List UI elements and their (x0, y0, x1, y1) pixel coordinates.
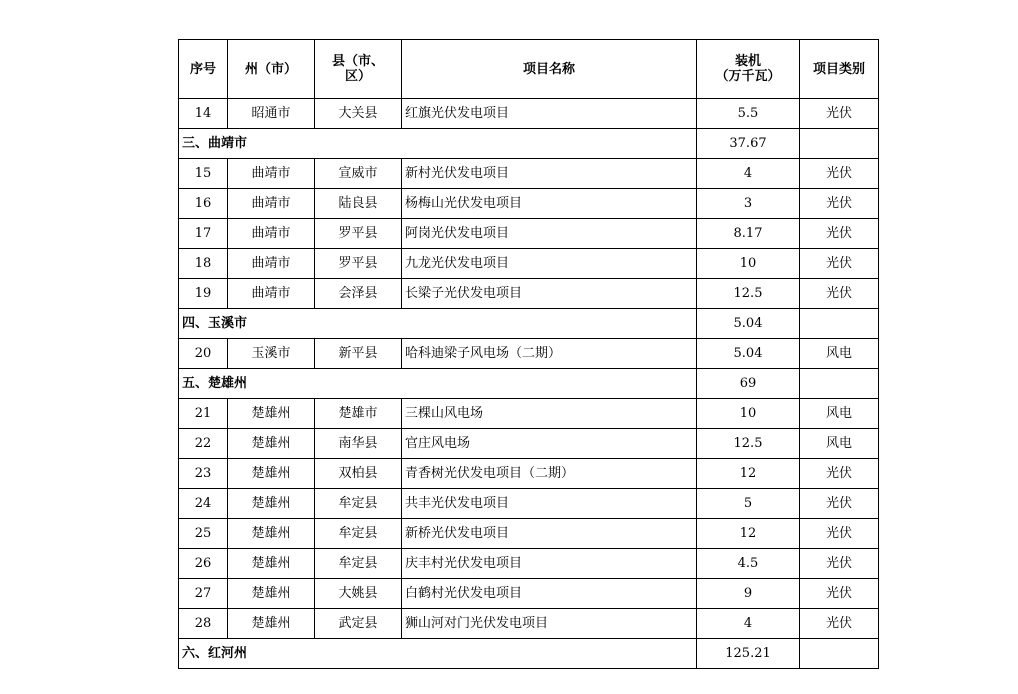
cell-seq: 19 (179, 279, 228, 309)
cell-capacity: 8.17 (697, 219, 800, 249)
cell-county: 会泽县 (315, 279, 402, 309)
cell-project-name: 哈科迪梁子风电场（二期） (402, 339, 697, 369)
cell-category: 风电 (800, 339, 879, 369)
table-row (179, 519, 879, 549)
cell-county: 大关县 (315, 99, 402, 129)
cell-prefecture: 昭通市 (228, 99, 315, 129)
table-row (179, 189, 879, 219)
cell-county: 罗平县 (315, 219, 402, 249)
cell-project-name: 官庄风电场 (402, 429, 697, 459)
table-row (179, 219, 879, 249)
cell-county: 罗平县 (315, 249, 402, 279)
cell-county: 牟定县 (315, 549, 402, 579)
section-row (179, 639, 879, 669)
cell-category: 光伏 (800, 99, 879, 129)
cell-prefecture: 楚雄州 (228, 519, 315, 549)
cell-prefecture: 楚雄州 (228, 399, 315, 429)
cell-capacity: 5 (697, 489, 800, 519)
table-row (179, 489, 879, 519)
header-seq: 序号 (179, 40, 228, 99)
cell-county: 大姚县 (315, 579, 402, 609)
cell-project-name: 青香树光伏发电项目（二期） (402, 459, 697, 489)
cell-county: 陆良县 (315, 189, 402, 219)
cell-project-name: 新桥光伏发电项目 (402, 519, 697, 549)
cell-capacity: 12.5 (697, 279, 800, 309)
header-capacity (697, 40, 800, 99)
header-county (315, 40, 402, 99)
section-capacity: 125.21 (697, 639, 800, 669)
table-row (179, 429, 879, 459)
cell-project-name: 杨梅山光伏发电项目 (402, 189, 697, 219)
cell-category: 光伏 (800, 549, 879, 579)
cell-county: 双柏县 (315, 459, 402, 489)
cell-capacity: 10 (697, 249, 800, 279)
cell-prefecture: 楚雄州 (228, 579, 315, 609)
cell-seq: 21 (179, 399, 228, 429)
section-label: 四、玉溪市 (179, 309, 697, 339)
table-row (179, 459, 879, 489)
cell-prefecture: 曲靖市 (228, 279, 315, 309)
cell-prefecture: 楚雄州 (228, 489, 315, 519)
cell-project-name: 长梁子光伏发电项目 (402, 279, 697, 309)
table-row (179, 249, 879, 279)
cell-prefecture: 曲靖市 (228, 249, 315, 279)
header-project: 项目名称 (402, 40, 697, 99)
cell-category: 光伏 (800, 279, 879, 309)
cell-category: 光伏 (800, 219, 879, 249)
section-category (800, 369, 879, 399)
section-category (800, 639, 879, 669)
cell-capacity: 4 (697, 609, 800, 639)
cell-category: 光伏 (800, 609, 879, 639)
cell-seq: 28 (179, 609, 228, 639)
cell-project-name: 红旗光伏发电项目 (402, 99, 697, 129)
table-row (179, 609, 879, 639)
cell-seq: 14 (179, 99, 228, 129)
cell-seq: 26 (179, 549, 228, 579)
cell-category: 光伏 (800, 249, 879, 279)
cell-capacity: 12 (697, 459, 800, 489)
cell-county: 新平县 (315, 339, 402, 369)
cell-seq: 25 (179, 519, 228, 549)
cell-capacity: 5.04 (697, 339, 800, 369)
cell-project-name: 九龙光伏发电项目 (402, 249, 697, 279)
cell-seq: 17 (179, 219, 228, 249)
cell-capacity: 5.5 (697, 99, 800, 129)
cell-category: 风电 (800, 429, 879, 459)
table-row (179, 99, 879, 129)
cell-category: 光伏 (800, 459, 879, 489)
cell-county: 楚雄市 (315, 399, 402, 429)
section-category (800, 309, 879, 339)
cell-seq: 15 (179, 159, 228, 189)
cell-project-name: 白鹤村光伏发电项目 (402, 579, 697, 609)
section-row (179, 369, 879, 399)
section-category (800, 129, 879, 159)
cell-prefecture: 曲靖市 (228, 189, 315, 219)
cell-county: 南华县 (315, 429, 402, 459)
section-label: 三、曲靖市 (179, 129, 697, 159)
cell-prefecture: 曲靖市 (228, 159, 315, 189)
cell-capacity: 12 (697, 519, 800, 549)
cell-seq: 24 (179, 489, 228, 519)
cell-capacity: 4.5 (697, 549, 800, 579)
cell-seq: 18 (179, 249, 228, 279)
section-capacity: 37.67 (697, 129, 800, 159)
header-prefecture: 州（市） (228, 40, 315, 99)
cell-category: 风电 (800, 399, 879, 429)
cell-seq: 22 (179, 429, 228, 459)
cell-seq: 20 (179, 339, 228, 369)
cell-category: 光伏 (800, 489, 879, 519)
section-row (179, 309, 879, 339)
section-row (179, 129, 879, 159)
header-capacity-line2: （万千瓦） (715, 69, 781, 84)
cell-category: 光伏 (800, 159, 879, 189)
cell-project-name: 庆丰村光伏发电项目 (402, 549, 697, 579)
header-county-line1: 县（市、 (331, 54, 384, 69)
table-row (179, 339, 879, 369)
table-row (179, 399, 879, 429)
cell-capacity: 12.5 (697, 429, 800, 459)
cell-category: 光伏 (800, 189, 879, 219)
cell-capacity: 4 (697, 159, 800, 189)
section-label: 六、红河州 (179, 639, 697, 669)
cell-county: 武定县 (315, 609, 402, 639)
cell-seq: 27 (179, 579, 228, 609)
section-capacity: 69 (697, 369, 800, 399)
header-county-line2: 区） (344, 69, 371, 84)
cell-project-name: 狮山河对门光伏发电项目 (402, 609, 697, 639)
cell-county: 宣威市 (315, 159, 402, 189)
table-row (179, 159, 879, 189)
cell-category: 光伏 (800, 579, 879, 609)
section-capacity: 5.04 (697, 309, 800, 339)
cell-seq: 23 (179, 459, 228, 489)
cell-prefecture: 楚雄州 (228, 459, 315, 489)
cell-capacity: 9 (697, 579, 800, 609)
cell-prefecture: 楚雄州 (228, 429, 315, 459)
header-category: 项目类别 (800, 40, 879, 99)
cell-category: 光伏 (800, 519, 879, 549)
table-row (179, 579, 879, 609)
cell-capacity: 10 (697, 399, 800, 429)
cell-prefecture: 楚雄州 (228, 609, 315, 639)
table-row (179, 549, 879, 579)
cell-project-name: 三棵山风电场 (402, 399, 697, 429)
project-table (178, 39, 879, 669)
cell-project-name: 新村光伏发电项目 (402, 159, 697, 189)
cell-prefecture: 曲靖市 (228, 219, 315, 249)
cell-county: 牟定县 (315, 489, 402, 519)
cell-seq: 16 (179, 189, 228, 219)
cell-county: 牟定县 (315, 519, 402, 549)
table-row (179, 279, 879, 309)
cell-project-name: 共丰光伏发电项目 (402, 489, 697, 519)
cell-project-name: 阿岗光伏发电项目 (402, 219, 697, 249)
header-row (179, 40, 879, 99)
header-capacity-line1: 装机 (734, 54, 761, 69)
cell-prefecture: 玉溪市 (228, 339, 315, 369)
cell-capacity: 3 (697, 189, 800, 219)
section-label: 五、楚雄州 (179, 369, 697, 399)
cell-prefecture: 楚雄州 (228, 549, 315, 579)
